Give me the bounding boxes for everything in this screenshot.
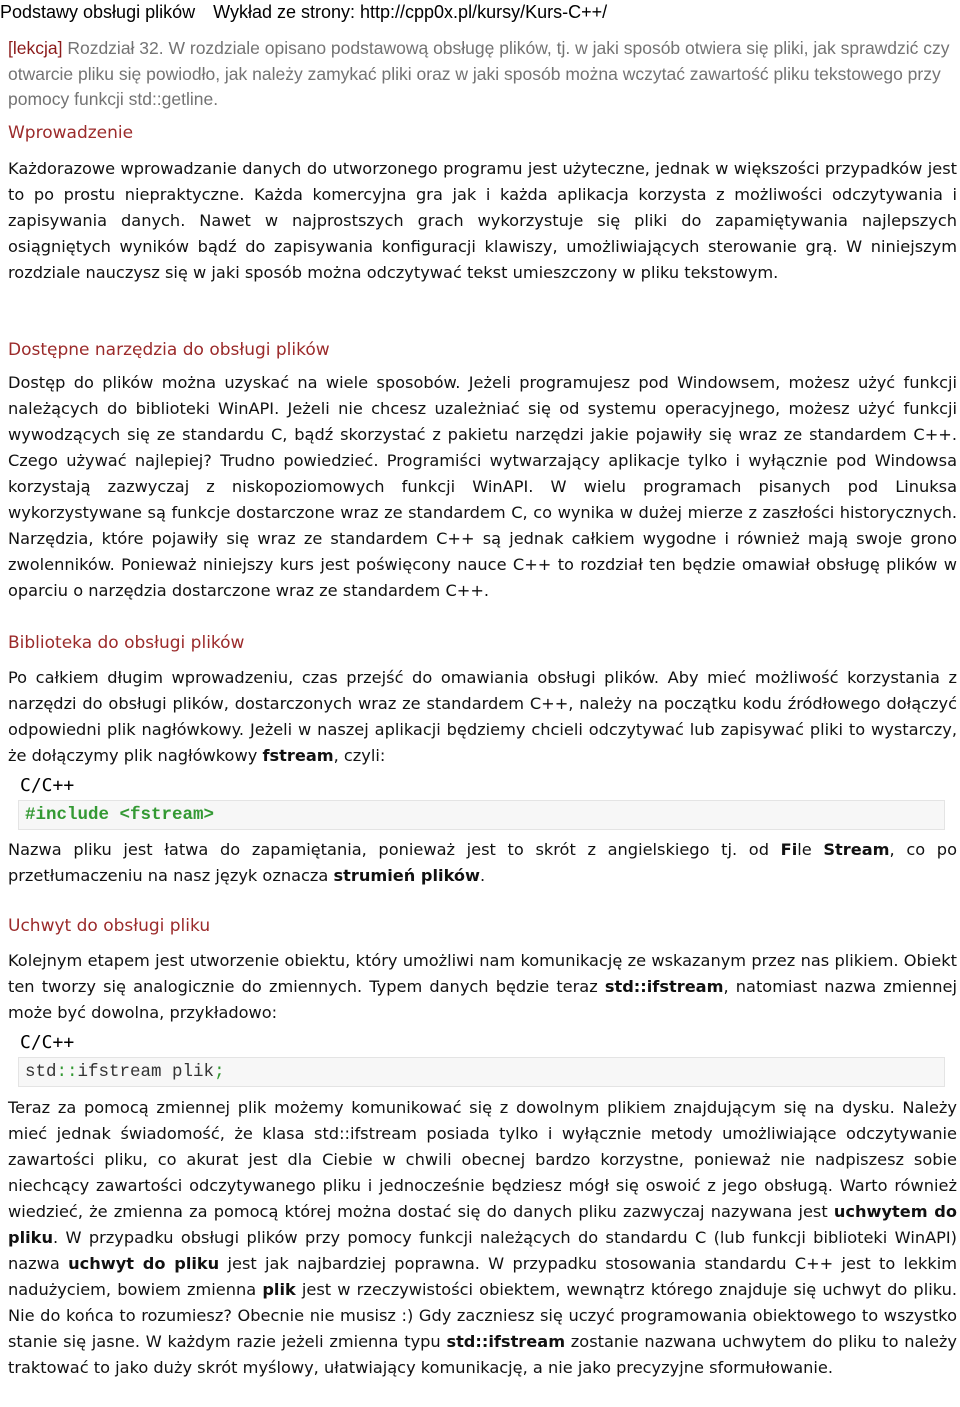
- library-text-2: , czyli:: [333, 746, 386, 765]
- details-bold-plik: plik: [262, 1280, 296, 1299]
- paragraph-handle: [8, 948, 957, 1026]
- handle-text-2: , natomiast nazwa zmiennej może być dowolna, przykładowo:: [8, 977, 957, 1022]
- note-bold-fi: Fi: [780, 840, 798, 859]
- heading-library: Biblioteka do obsługi plików: [8, 633, 245, 653]
- code-token-scope: ::: [56, 1062, 78, 1082]
- document-title: Podstawy obsługi plików: [0, 2, 196, 22]
- document-source: Wykład ze strony: http://cpp0x.pl/kursy/Kurs-C++/: [213, 2, 608, 22]
- details-text-1: Teraz za pomocą zmiennej plik możemy komunikować się z dowolnym plikiem znajdującym się na dysku. Należy mieć jednak świadomość, że klasa std::ifstream posiada tylko i wyłącznie metody umożliwiające odczytywanie zawartości pliku, co akurat jest dla Ciebie w chwili obecnej bardzo korzystne, ponieważ nie nadpiszesz sobie niechcący zawartości odczytywanego pliku i jednocześnie będziesz mógł się oswoić z jego obsługą. Warto również wiedzieć, że zmienna za pomocą której można dostać się do danych pliku zazwyczaj nazywana jest: [8, 1098, 957, 1221]
- code-block-include: [18, 800, 945, 830]
- note-bold-strumien: strumień plików: [333, 866, 481, 885]
- paragraph-handle-details: [8, 1095, 957, 1381]
- code-block-ifstream: [18, 1057, 945, 1087]
- note-text-4: .: [480, 866, 486, 885]
- handle-text-1: Kolejnym etapem jest utworzenie obiektu, który umożliwi nam komunikację ze wskazanym przez nas plikiem. Obiekt ten tworzy się analogicznie do zmiennych. Typem danych będzie teraz: [8, 951, 957, 996]
- note-text-3: , co po przetłumaczeniu na nasz język oznacza: [8, 840, 957, 885]
- heading-handle: Uchwyt do obsługi pliku: [8, 916, 211, 936]
- paragraph-filename-note: [8, 837, 957, 889]
- details-bold-uchwyt: uchwyt do pliku: [68, 1254, 220, 1273]
- code-token-std: std: [25, 1062, 57, 1082]
- library-text-1: Po całkiem długim wprowadzeniu, czas przejść do omawiania obsługi plików. Aby mieć możliwość korzystania z narzędzi do obsługi plików, dostarczonych wraz ze standardem C++, należy na początku kodu źródłowego dołączyć odpowiedni plik nagłówkowy. Jeżeli w naszej aplikacji będziemy chcieli odczytywać lub zapisywać pliki to wystarczy, że dołączymy plik nagłówkowy: [8, 668, 957, 765]
- details-text-5: zostanie nazwana uchwytem do pliku to należy traktować to jako duży skrót myślowy, ułatwiający komunikację, a nie jako precyzyjne sformułowanie.: [8, 1332, 957, 1377]
- lesson-abstract: [8, 36, 958, 113]
- note-text-2: le: [797, 840, 824, 859]
- note-text-1: Nazwa pliku jest łatwa do zapamiętania, ponieważ jest to skrót z angielskiego tj. od: [8, 840, 781, 859]
- lesson-abstract-text: Rozdział 32. W rozdziale opisano podstawową obsługę plików, tj. w jaki sposób otwiera się pliki, jak sprawdzić czy otwarcie pliku się powiodło, jak należy zamykać pliki oraz w jaki sposób można wczytać zawartość pliku tekstowego przy pomocy funkcji std::getline.: [8, 38, 950, 109]
- paragraph-library: [8, 665, 957, 769]
- details-bold-uchwytem: uchwytem do pliku: [8, 1202, 957, 1247]
- details-text-4: jest w rzeczywistości obiektem, wewnątrz którego znajduje się uchwyt do pliku. Nie do końca to rozumiesz? Obecnie nie musisz :) Gdy zaczniesz się uczyć programowania obiektowego to wszystko stanie się jasne. W każdym razie jeżeli zmienna typu: [8, 1280, 957, 1351]
- handle-bold-ifstream: std::ifstream: [604, 977, 724, 996]
- code-token-declaration: ifstream plik: [77, 1062, 215, 1082]
- details-text-2: . W przypadku obsługi plików przy pomocy funkcji należących do standardu C (lub funkcji biblioteki WinAPI) nazwa: [8, 1228, 957, 1273]
- details-text-3: jest jak najbardziej poprawna. W przypadku stosowania standardu C++ jest to lekkim nadużyciem, bowiem zmienna: [8, 1254, 958, 1299]
- code-token-semicolon: ;: [214, 1062, 225, 1082]
- code-language-label: C/C++: [20, 1032, 75, 1053]
- details-bold-ifstream: std::ifstream: [446, 1332, 566, 1351]
- lesson-tag: [lekcja]: [8, 38, 63, 58]
- heading-intro: Wprowadzenie: [8, 123, 134, 143]
- code-language-label: C/C++: [20, 775, 75, 796]
- library-bold-fstream: fstream: [262, 746, 334, 765]
- paragraph-intro: Każdorazowe wprowadzanie danych do utworzonego programu jest użyteczne, jednak w większości przypadków jest to po prostu niepraktyczne. Każda komercyjna gra jak i każda aplikacja korzysta z możliwości odczytywania i zapisywania danych. Nawet w najprostszych grach wykorzystuje się pliki do zapamiętywania najlepszych osiągniętych wyników bądź do zapisywania konfiguracji klawiszy, umożliwiających sterowanie grą. W niniejszym rozdziale nauczysz się w jaki sposób można odczytywać tekst umieszczony w pliku tekstowym.: [8, 159, 957, 282]
- document-header: [0, 0, 960, 24]
- paragraph-tools: Dostęp do plików można uzyskać na wiele sposobów. Jeżeli programujesz pod Windowsem, możesz użyć funkcji należących do biblioteki WinAPI. Jeżeli nie chcesz uzależniać się od systemu operacyjnego, możesz użyć funkcji wywodzących się ze standardu C, bądź skorzystać z pakietu narzędzi jakie pojawiły się wraz ze standardem C++. Czego używać najlepiej? Trudno powiedzieć. Programiści wytwarzający aplikacje tylko i wyłącznie pod Windowsa korzystają zazwyczaj z niskopoziomowych funkcji WinAPI. W wielu programach pisanych pod Linuksa wykorzystywane są funkcje dostarczone wraz ze standardem C, co wynika w dużej mierze z zaszłości historycznych. Narzędzia, które pojawiły się wraz ze standardem C++ są jednak całkiem wygodne i również mają swoje grono zwolenników. Ponieważ niniejszy kurs jest poświęcony nauce C++ to rozdział ten będzie omawiał obsługę plików w oparciu o narzędzia dostarczone wraz ze standardem C++.: [8, 373, 957, 600]
- note-bold-stream: Stream: [823, 840, 890, 859]
- heading-tools: Dostępne narzędzia do obsługi plików: [8, 340, 330, 360]
- code-include-line: #include <fstream>: [25, 805, 215, 825]
